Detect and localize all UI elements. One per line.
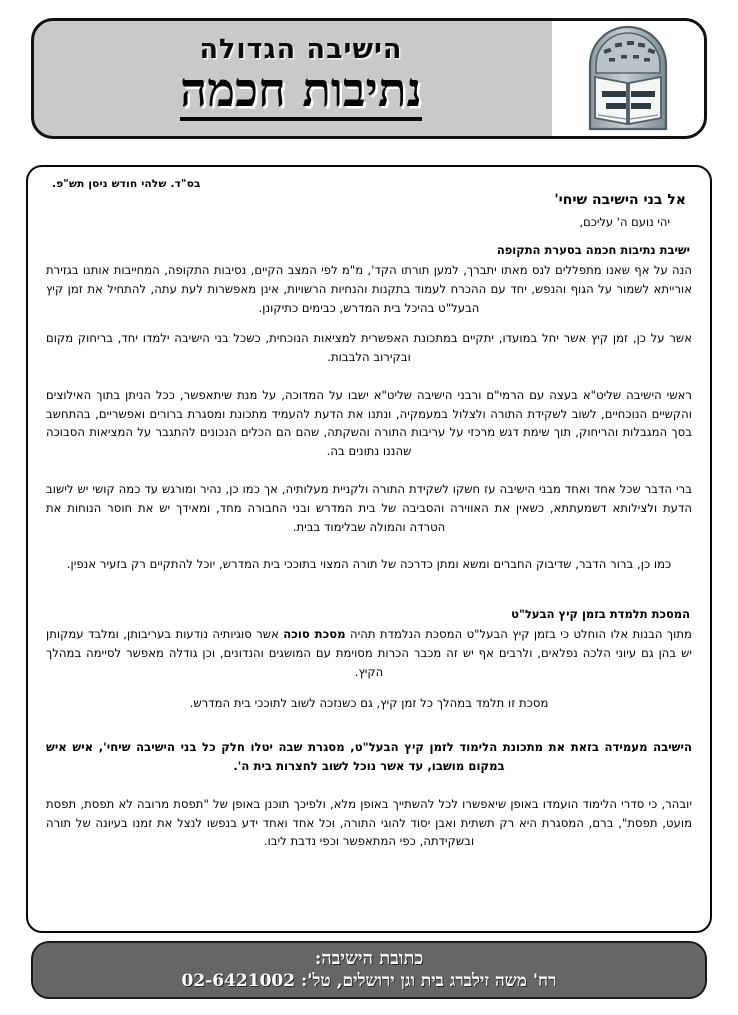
- section-heading-situation: ישיבת נתיבות חכמה בסערת התקופה: [496, 243, 690, 257]
- paragraph-spacer: [46, 379, 692, 386]
- paragraph-spacer: [46, 788, 692, 795]
- paragraph-7: מסכת זו תלמד במהלך כל זמן קיץ, גם כשנזכה לשוב לתוככי בית המדרש.: [189, 695, 549, 710]
- paragraph-spacer: [46, 586, 692, 593]
- masthead-banner: [31, 18, 707, 139]
- paragraph-spacer: [46, 473, 692, 480]
- paragraph-spacer: [46, 724, 692, 738]
- paragraph-spacer: [46, 548, 692, 555]
- footer-address-text: רח' משה זילברג בית וגן ירושלים, טל': 02-6421002: [181, 970, 557, 991]
- open-book-arch-logo-icon: [582, 25, 674, 133]
- yeshiva-address-footer: [31, 941, 707, 999]
- letter-body-box: [26, 165, 712, 933]
- paragraph-8-emphasis: הישיבה מעמידה בזאת את מתכונת הלימוד לזמן קיץ הבעל"ט, מסגרת שבה יטלו חלק כל בני הישיבה שיחי', איש איש במקום מושבו, עד אשר נוכל לשוב לחצרות בית ה'.: [46, 740, 692, 774]
- bsd-date-line: בס"ד. שלהי חודש ניסן תש"פ.: [52, 178, 201, 190]
- paragraph-2: אשר על כן, זמן קיץ אשר יחל במועדו, יתקיים במתכונת האפשרית למציאות הנוכחית, כשכל בני הישיבה ילמדו יחד, בריחוק מקום ובקירוב הלבבות.: [46, 331, 692, 365]
- footer-title-label: כתובת הישיבה:: [314, 947, 424, 969]
- paragraph-4: ברי הדבר שכל אחד ואחד מבני הישיבה עז חשקו לשקידת התורה ולקניית מעלותיה, אך כמו כן, נהיר ומורגש עד כמה קושי יש לישוב הדעת ולצילותא דשמעתתא, כשאין את האווירה והסביבה של בית המדרש ובני החבורה מחד, ומאידך יש את חוסר הנוחות את הטרדה והמולה שבלימוד בבית.: [46, 482, 692, 534]
- masechet-name-bold: מסכת סוכה: [283, 627, 346, 642]
- yeshiva-logo: [552, 21, 704, 136]
- paragraph-6-part1: מתוך הבנות אלו הוחלט כי בזמן קיץ הבעל"ט המסכת הנלמדת תהיה: [345, 627, 692, 642]
- paragraph-9: יובהר, כי סדרי הלימוד הועמדו באופן שיאפשרו לכל להשתייך באופן מלא, ולפיכך תוכנן באופן של "תפסת מרובה לא תפסת, תפסת מועט, תפסת", ברם, המסגרת היא רק תשתית ואבן יסוד להוגי התורה, וכל אחד ואחד ידע בנפשו לנצל את זמנו בעיונה של תורה ובשקידתה, כפי המתאפשר וכפי נדבת ליבו.: [46, 796, 692, 849]
- letter-salutation: יהי נועם ה' עליכם,: [579, 215, 670, 229]
- masthead-titles: [34, 33, 552, 122]
- paragraph-3: ראשי הישיבה שליט"א בעצה עם הרמי"ם ורבני הישיבה שליט"א ישבו על המדוכה, על מנת שיתאפשר, ככל הניתן בתוך האילוצים והקשיים הנוכחיים, לשוב לשקידת התורה ולצלול במעמקיה, ונתנו את הדעת להעמיד מתכונת ומסגרת ברורים ואפשריים, בהתחשב בסך המגבלות והריחוק, תוך שימת דגש מרכזי על עריבות התורה והשקתה, שהם הם הכלים הנכונים להתגבר על המציאות הסבוכה שהננו נתונים בה.: [46, 387, 692, 459]
- letter-addressee-title: אל בני הישיבה שיחי': [554, 192, 686, 208]
- paragraph-6: [46, 625, 692, 681]
- yeshiva-name-title: נתיבות חכמה: [180, 66, 422, 121]
- section-heading-masechet: המסכת תלמדת בזמן קיץ הבעל"ט: [511, 607, 690, 622]
- yeshiva-kind-label: הישיבה הגדולה: [199, 33, 403, 65]
- paragraph-6-part2: אשר סוגיותיה נודעות בעריבותן, ומלבד עמקותן יש בהן גם עיוני הלכה נפלאים, ולרבים אף יש זה מכבר הכרות מסוימת עם המושגים והנדונים, וכן גודלה מאפשר לסיימה במהלך הקיץ.: [46, 627, 692, 679]
- paragraph-1: הנה על אף שאנו מתפללים לנס מאתו יתברך, למען תורתו הקד', מ"מ לפי המצב הקיים, נסיבות התקופה, המחייבות אותנו בגזירת אורייתא לשמור על הגוף והנפש, יחד עם ההכרח לעמוד בתקנות והנחיות הרשויות, אינן מאפשרות לעת עתה, להתחיל את זמן קיץ הבעל"ט בהיכל בית המדרש, כבימים כתיקונן.: [46, 263, 692, 315]
- paragraph-5: כמו כן, ברור הדבר, שדיבוק החברים ומשא ומתן כדרכה של תורה המצוי בתוככי בית המדרש, יוכל להתקיים רק בזעיר אנפין.: [66, 557, 672, 572]
